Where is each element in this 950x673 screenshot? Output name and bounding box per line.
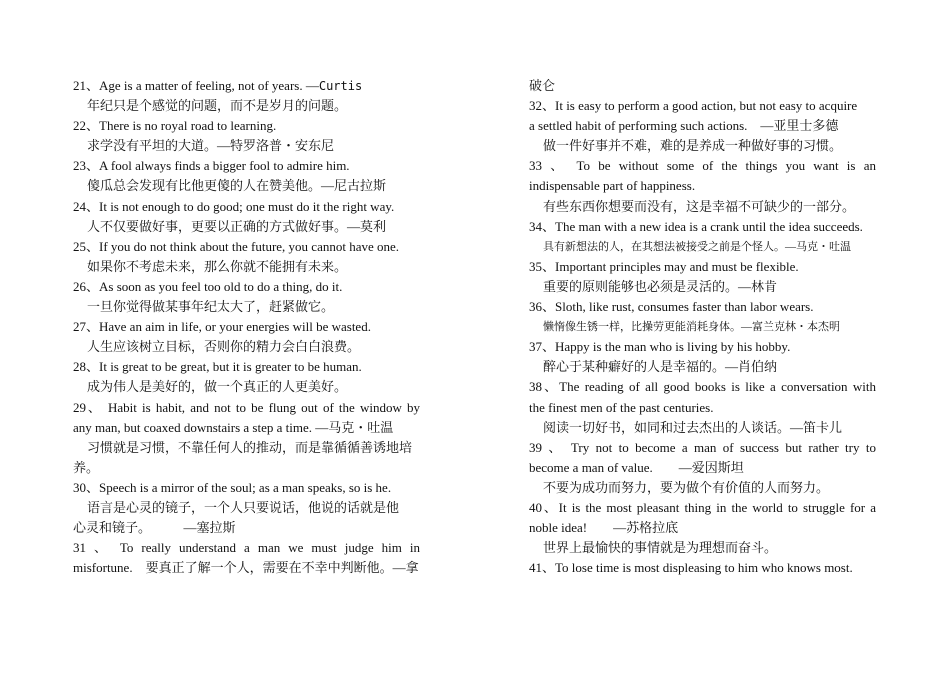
text-line: [73, 136, 420, 156]
line-text: 懒惰像生锈一样，比操劳更能消耗身体。—富兰克林・本杰明: [543, 321, 840, 334]
line-text: 求学没有平坦的大道。—特罗洛普・安东尼: [87, 138, 335, 154]
line-text: 26、As soon as you feel too old to do a thing, do it.: [73, 278, 343, 294]
text-line: [73, 257, 420, 277]
text-line: [73, 156, 420, 176]
line-text: 年纪只是个感觉的问题，而不是岁月的问题。: [87, 98, 348, 114]
text-line: [529, 398, 876, 418]
text-line: [529, 156, 876, 176]
text-line: [73, 176, 420, 196]
line-text: 养。: [73, 459, 100, 475]
text-line: [73, 558, 420, 578]
text-line: [529, 357, 876, 377]
line-text: 24、It is not enough to do good; one must do it the right way.: [73, 198, 395, 214]
line-text: the finest men of the past centuries.: [529, 399, 714, 415]
text-line: [529, 317, 876, 337]
text-line: [529, 136, 876, 156]
line-text: 28、It is great to be great, but it is greater to be human.: [73, 359, 362, 375]
text-line: [73, 478, 420, 498]
line-text: 一旦你觉得做某事年纪太大了，赶紧做它。: [87, 299, 335, 315]
line-text: noble idea! —苏格拉底: [529, 520, 679, 536]
text-line: [529, 197, 876, 217]
text-line: [73, 317, 420, 337]
line-text: a settled habit of performing such actions. —亚里士多德: [529, 118, 839, 134]
line-text: 34、The man with a new idea is a crank until the idea succeeds.: [529, 218, 863, 234]
line-text: 醉心于某种癖好的人是幸福的。—肖伯纳: [543, 359, 778, 375]
text-line: [529, 498, 876, 518]
line-text: 破仑: [529, 78, 556, 93]
text-line: [73, 76, 420, 96]
text-line: [529, 257, 876, 277]
line-text: 27、Have an aim in life, or your energies will be wasted.: [73, 319, 371, 335]
line-text: 世界上最愉快的事情就是为理想而奋斗。: [543, 540, 778, 556]
text-line: [73, 398, 420, 418]
line-text: 不要为成功而努力，要为做个有价值的人而努力。: [543, 479, 830, 495]
text-line: [529, 297, 876, 317]
text-line: [73, 116, 420, 136]
text-line: [529, 478, 876, 498]
text-line: [529, 538, 876, 558]
line-text: 36、Sloth, like rust, consumes faster than labor wears.: [529, 299, 814, 315]
text-line: [529, 438, 876, 458]
line-text: 成为伟人是美好的，做一个真正的人更美好。: [87, 379, 348, 395]
line-text: misfortune. 要真正了解一个人，需要在不幸中判断他。—拿: [73, 560, 419, 576]
line-text: 39 、 Try not to become a man of success but rather try to: [529, 439, 876, 455]
line-text: 如果你不考虑未来，那么你就不能拥有未来。: [87, 258, 348, 274]
line-text: 22、There is no royal road to learning.: [73, 118, 277, 134]
right-column: [529, 76, 876, 578]
text-line: [529, 116, 876, 136]
line-text: 傻瓜总会发现有比他更傻的人在赞美他。—尼古拉斯: [87, 178, 387, 194]
line-text: 31 、 To really understand a man we must judge him in: [73, 540, 420, 556]
left-column: [73, 76, 420, 578]
line-text: 41、To lose time is most displeasing to him who knows most.: [529, 560, 853, 576]
text-line: [529, 176, 876, 196]
line-text: 21、Age is a matter of feeling, not of years. —: [73, 78, 319, 93]
line-text: become a man of value. —爱因斯坦: [529, 459, 744, 475]
text-line: [529, 76, 876, 96]
line-text: 40、It is the most pleasant thing in the world to struggle for a: [529, 499, 876, 515]
text-line: [73, 498, 420, 518]
line-text: 具有新想法的人，在其想法被接受之前是个怪人。—马克・吐温: [543, 240, 851, 253]
line-text: indispensable part of happiness.: [529, 178, 696, 194]
line-text: 35、Important principles may and must be flexible.: [529, 258, 799, 274]
line-text: 38、The reading of all good books is like a conversation with: [529, 379, 876, 395]
line-text: 人生应该树立目标，否则你的精力会白白浪费。: [87, 339, 361, 355]
line-text: 有些东西你想要而没有，这是幸福不可缺少的一部分。: [543, 198, 856, 214]
line-text: 心灵和镜子。 —塞拉斯: [73, 520, 236, 536]
text-line: [73, 357, 420, 377]
text-line: [529, 217, 876, 237]
text-line: [529, 418, 876, 438]
text-line: [529, 458, 876, 478]
text-line: [73, 538, 420, 558]
text-line: [73, 458, 420, 478]
text-line: [529, 337, 876, 357]
line-text: 人不仅要做好事，更要以正确的方式做好事。—莫利: [87, 218, 387, 234]
text-line: [73, 337, 420, 357]
text-line: [529, 558, 876, 578]
line-text: 阅读一切好书，如同和过去杰出的人谈话。—笛卡儿: [543, 419, 843, 435]
line-text: 25、If you do not think about the future, you cannot have one.: [73, 238, 400, 254]
text-line: [73, 96, 420, 116]
text-line: [73, 518, 420, 538]
line-text: 语言是心灵的镜子，一个人只要说话，他说的话就是他: [87, 499, 400, 515]
text-line: [73, 377, 420, 397]
line-text: 做一件好事并不难，难的是养成一种做好事的习惯。: [543, 138, 843, 154]
text-line: [73, 277, 420, 297]
text-line: [529, 277, 876, 297]
line-text: 32、It is easy to perform a good action, but not easy to acquire: [529, 98, 858, 114]
text-line: [73, 197, 420, 217]
line-text: 33 、 To be without some of the things you want is an: [529, 158, 876, 174]
line-text: 习惯就是习惯，不靠任何人的推动，而是靠循循善诱地培: [87, 439, 413, 455]
line-text: 重要的原则能够也必须是灵活的。—林肯: [543, 278, 778, 294]
text-line: [73, 297, 420, 317]
text-line: [73, 217, 420, 237]
text-line: [73, 438, 420, 458]
line-text: 23、A fool always finds a bigger fool to admire him.: [73, 158, 350, 174]
line-text: 30、Speech is a mirror of the soul; as a man speaks, so is he.: [73, 479, 392, 495]
line-text: any man, but coaxed downstairs a step a time. —马克・吐温: [73, 419, 394, 435]
line-author: Curtis: [318, 79, 363, 93]
line-text: 29、 Habit is habit, and not to be flung out of the window by: [73, 399, 420, 415]
text-line: [73, 418, 420, 438]
text-line: [73, 237, 420, 257]
text-line: [529, 96, 876, 116]
text-line: [529, 377, 876, 397]
line-text: 37、Happy is the man who is living by his hobby.: [529, 339, 791, 355]
text-line: [529, 237, 876, 257]
text-line: [529, 518, 876, 538]
